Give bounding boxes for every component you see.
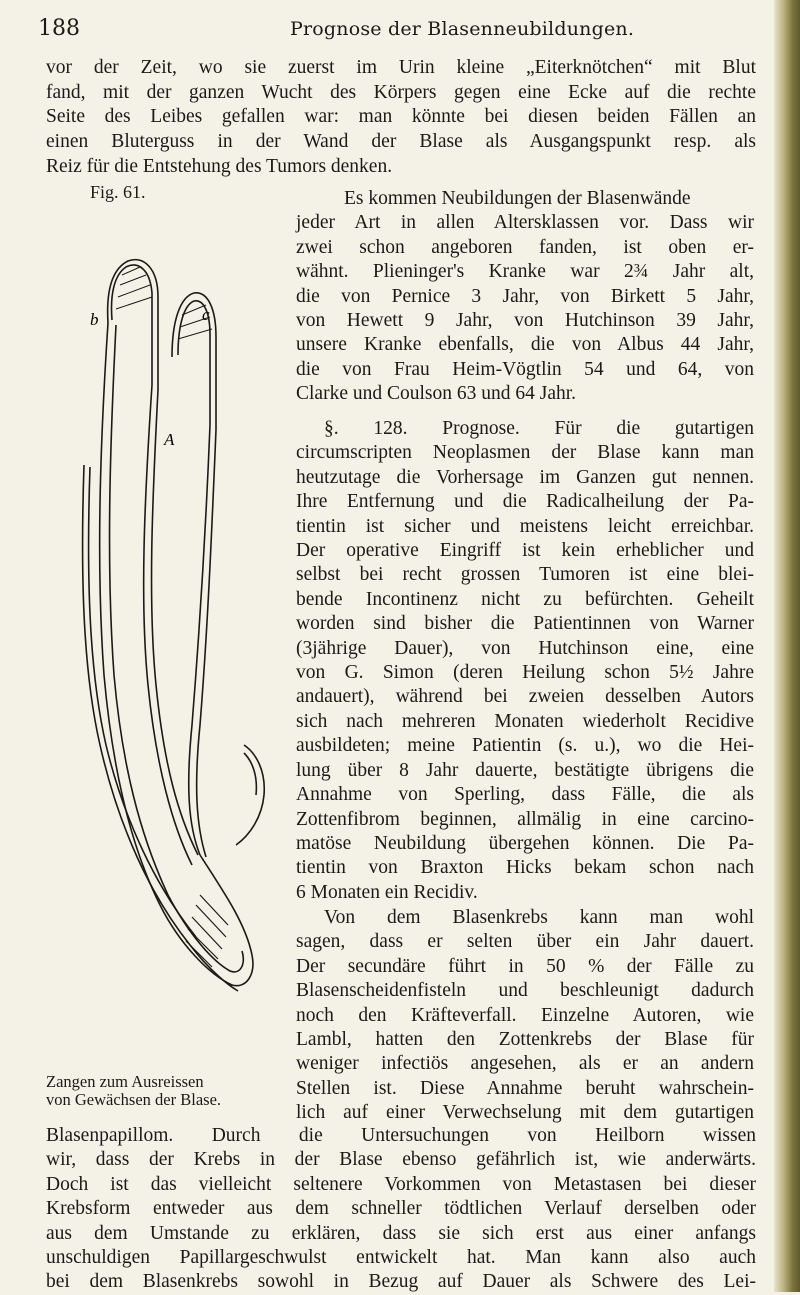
- text-line: von G. Simon (deren Heilung schon 5½ Jahre: [296, 662, 754, 684]
- figure-caption-line: von Gewächsen der Blase.: [46, 1090, 222, 1109]
- figure-caption-line: Zangen zum Ausreissen: [46, 1072, 204, 1091]
- text-line: unschuldigen Papillargeschwulst entwickelt hat. Man kann also auch: [46, 1247, 756, 1269]
- ages-paragraph: [296, 187, 754, 407]
- text-line: Clarke und Coulson 63 und 64 Jahr.: [296, 383, 577, 405]
- figure-label: Fig. 61.: [90, 182, 146, 202]
- text-line: vor der Zeit, wo sie zuerst im Urin kleine „Eiterknötchen“ mit Blut: [46, 57, 756, 78]
- text-line: lich auf einer Verwechselung mit dem gutartigen: [296, 1102, 754, 1124]
- text-line: sagen, dass er selten über ein Jahr dauert.: [296, 931, 754, 953]
- text-line: Es kommen Neubildungen der Blasenwände: [344, 188, 691, 209]
- text-line: die von Frau Heim-Vögtlin 54 und 64, von: [296, 358, 754, 380]
- text-line: weniger infectiös angesehen, als er an andern: [296, 1053, 754, 1075]
- text-line: 6 Monaten ein Recidiv.: [296, 881, 478, 903]
- text-line: worden sind bisher die Patientinnen von Warner: [296, 613, 754, 635]
- text-line: wähnt. Plieninger's Kranke war 2¾ Jahr alt,: [296, 261, 754, 283]
- text-line: Der operative Eingriff ist kein erheblicher und: [296, 540, 754, 562]
- text-line: Von dem Blasenkrebs kann man wohl: [324, 907, 754, 928]
- text-line: bende Incontinenz nicht zu befürchten. Geheilt: [296, 588, 754, 610]
- text-line: noch den Kräfteverfall. Einzelne Autoren, wie: [296, 1004, 754, 1026]
- closing-paragraph: [46, 1124, 756, 1295]
- text-line: wir, dass der Krebs in der Blase ebenso gefährlich ist, wie anderwärts.: [46, 1149, 756, 1171]
- figure-letter-c: c: [202, 305, 210, 324]
- text-line: lung über 8 Jahr dauerte, bestätigte übrigens die: [296, 759, 754, 781]
- text-line: matöse Neubildung übergehen können. Die Pa-: [296, 832, 754, 854]
- text-line: Krebsform entweder aus dem schneller tödtlichen Verlauf derselben oder: [46, 1198, 756, 1220]
- forceps-handle-left: [112, 265, 152, 385]
- text-line: unsere Kranke ebenfalls, die von Albus 44 Jahr,: [296, 334, 754, 356]
- text-line: Ihre Entfernung und die Radicalheilung der Pa-: [296, 491, 754, 513]
- text-line: Der secundäre führt in 50 % der Fälle zu: [296, 955, 754, 977]
- text-line: Doch ist das vielleicht seltenere Vorkommen von Metastasen bei dieser: [46, 1173, 756, 1195]
- forceps-figure: [60, 205, 275, 1065]
- running-title: Prognose der Blasenneubildungen.: [290, 18, 635, 40]
- text-line: Reiz für die Entstehung des Tumors denken.: [46, 155, 393, 177]
- page-number: 188: [38, 16, 80, 41]
- text-line: tientin von Braxton Hicks bekam schon nach: [296, 857, 754, 879]
- figure-letter-b: b: [90, 310, 99, 329]
- text-line: bei dem Blasenkrebs sowohl in Bezug auf Dauer als Schwere des Lei-: [46, 1271, 756, 1293]
- figure-caption: [46, 1073, 221, 1109]
- text-line: die von Pernice 3 Jahr, von Birkett 5 Jahr,: [296, 285, 754, 307]
- text-line: tientin ist sicher und meistens leicht erreichbar.: [296, 515, 754, 537]
- text-line: von Hewett 9 Jahr, von Hutchinson 39 Jahr,: [296, 310, 754, 332]
- text-line: circumscripten Neoplasmen der Blase kann man: [296, 442, 754, 464]
- text-line: aus dem Umstande zu erklären, dass sie sich erst aus einer anfangs: [46, 1222, 756, 1244]
- cancer-paragraph: [296, 906, 754, 1126]
- figure-letter-a: A: [164, 430, 175, 449]
- text-line: Seite des Leibes gefallen war: man könnte bei diesen beiden Fällen an: [46, 106, 756, 128]
- text-line: ausbildeten; meine Patientin (s. u.), wo die Hei-: [296, 735, 754, 757]
- text-line: andauert), während bei zweien desselben Autors: [296, 686, 754, 708]
- text-line: Blasenscheidenfisteln und beschleunigt dadurch: [296, 980, 754, 1002]
- text-line: Zottenfibrom beginnen, allmälig in eine carcino-: [296, 808, 754, 830]
- text-line: fand, mit der ganzen Wucht des Körpers gegen eine Ecke auf die rechte: [46, 81, 756, 103]
- text-line: selbst bei recht grossen Tumoren ist eine blei-: [296, 564, 754, 586]
- section-128-prognose: [296, 417, 754, 905]
- text-line: (3jährige Dauer), von Hutchinson eine, eine: [296, 637, 754, 659]
- text-line: Lambl, hatten den Zottenkrebs der Blase für: [296, 1029, 754, 1051]
- text-line: Annahme von Sperling, dass Fälle, die als: [296, 784, 754, 806]
- text-line: einen Bluterguss in der Wand der Blase als Ausgangspunkt resp. als: [46, 131, 756, 153]
- text-line: Stellen ist. Diese Annahme beruht wahrschein-: [296, 1077, 754, 1099]
- text-line: sich nach mehreren Monaten wiederholt Recidive: [296, 710, 754, 732]
- text-line: zwei schon angeboren fanden, ist oben er-: [296, 236, 754, 258]
- text-line: Blasenpapillom. Durch die Untersuchungen von Heilborn wissen: [46, 1125, 756, 1146]
- text-line: jeder Art in allen Altersklassen vor. Dass wir: [296, 212, 754, 234]
- intro-paragraph: [46, 56, 756, 180]
- page-edge-shadow: [774, 0, 800, 1292]
- section-heading-line: §. 128. Prognose. Für die gutartigen: [324, 418, 754, 439]
- text-line: heutzutage die Vorhersage im Ganzen gut nennen.: [296, 466, 754, 488]
- forceps-jaw: [160, 855, 253, 986]
